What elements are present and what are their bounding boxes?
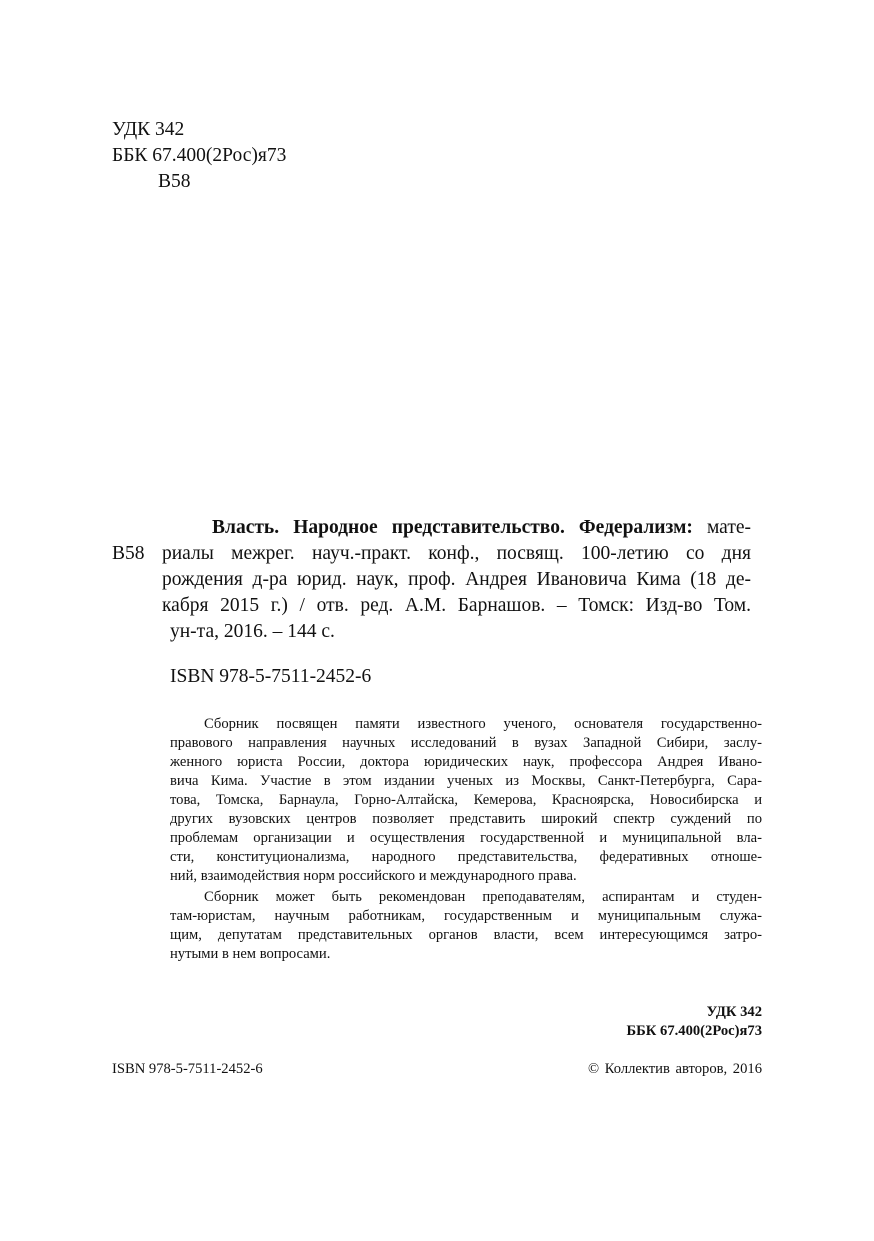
entry-line-2: риалы межрег. науч.-практ. конф., посвящ. 100-летию со дня	[162, 543, 751, 564]
annotation-p2-line: Сборник может быть рекомендован преподавателям, аспирантам и студен-	[204, 889, 762, 905]
annotation-p2-line: там-юристам, научным работникам, государственным и муниципальным служа-	[170, 908, 762, 924]
annotation-p1-line: това, Томска, Барнаула, Горно-Алтайска, Кемерова, Красноярска, Новосибирска и	[170, 792, 762, 808]
entry-author-sign: В58	[112, 543, 145, 564]
entry-line-4: кабря 2015 г.) / отв. ред. А.М. Барнашов. – Томск: Изд-во Том.	[162, 595, 751, 616]
annotation-p1-line: правового направления научных исследований в вузах Западной Сибири, заслу-	[170, 735, 762, 751]
bbk-code-bottom: ББК 67.400(2Рос)я73	[626, 1023, 762, 1039]
author-sign-top: В58	[158, 171, 191, 192]
annotation-p1-line: сти, конституционализма, народного представительства, федеративных отноше-	[170, 849, 762, 865]
entry-line-1-rest: мате-	[706, 517, 751, 538]
entry-line-1	[212, 515, 751, 541]
entry-title: Власть. Народное представительство. Федерализм:	[212, 517, 693, 538]
udk-code-top: УДК 342	[112, 119, 185, 140]
annotation-p2-line: нутыми в нем вопросами.	[170, 946, 331, 962]
entry-line-3: рождения д-ра юрид. наук, проф. Андрея Ивановича Кима (18 де-	[162, 569, 751, 590]
footer-isbn: ISBN 978-5-7511-2452-6	[112, 1061, 263, 1077]
isbn-main: ISBN 978-5-7511-2452-6	[170, 666, 372, 687]
copyright-notice: © Коллектив авторов, 2016	[588, 1061, 762, 1077]
annotation-p2-line: щим, депутатам представительных органов власти, всем интересующимся затро-	[170, 927, 762, 943]
bbk-code-top: ББК 67.400(2Рос)я73	[112, 145, 287, 166]
udk-code-bottom: УДК 342	[706, 1004, 762, 1020]
annotation-p1-line: проблемам организации и осуществления государственной и муниципальной вла-	[170, 830, 762, 846]
annotation-p1-line: женного юриста России, доктора юридических наук, профессора Андрея Ивано-	[170, 754, 762, 770]
annotation-p1-line: вича Кима. Участие в этом издании ученых из Москвы, Санкт-Петербурга, Сара-	[170, 773, 762, 789]
annotation-p1-line: ний, взаимодействия норм российского и международного права.	[170, 868, 577, 884]
annotation-p1-line: других вузовских центров позволяет представить широкий спектр суждений по	[170, 811, 762, 827]
entry-line-5: ун-та, 2016. – 144 с.	[170, 621, 335, 642]
annotation-p1-line: Сборник посвящен памяти известного ученого, основателя государственно-	[204, 716, 762, 732]
